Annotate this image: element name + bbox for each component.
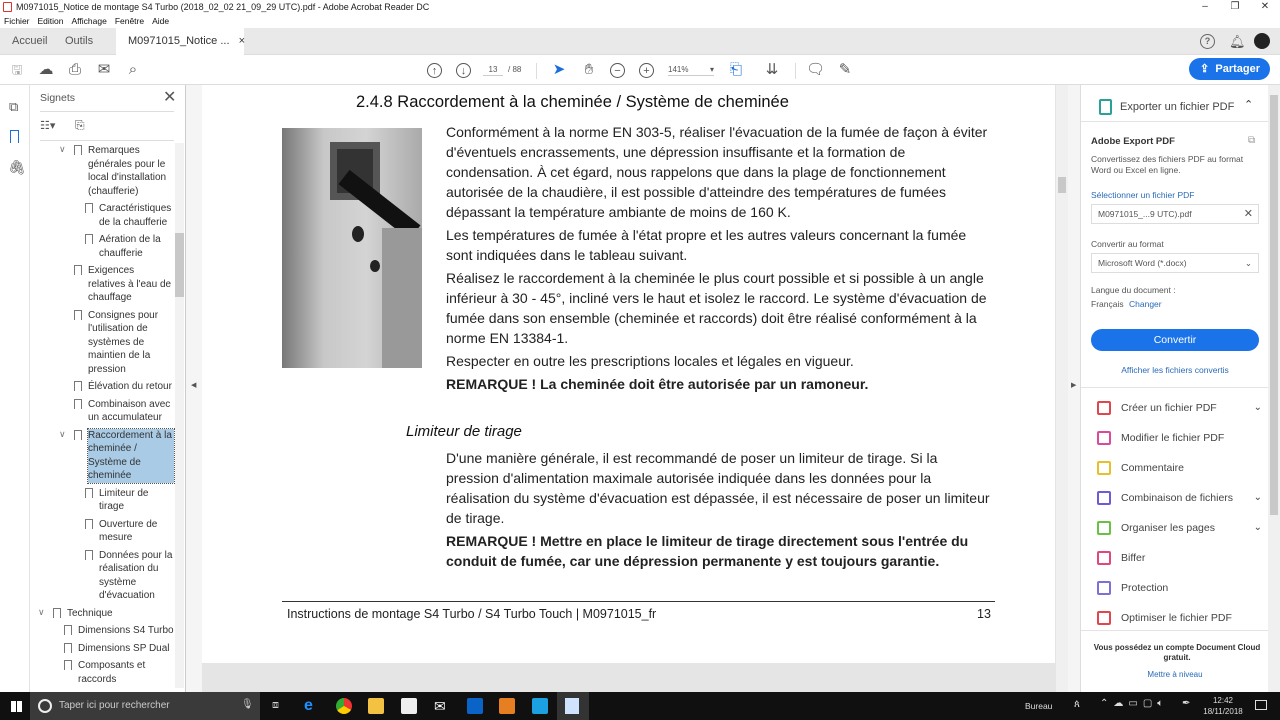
chevron-down-icon[interactable]: ⌄ bbox=[1253, 522, 1262, 533]
language-label: Langue du document : bbox=[1091, 285, 1176, 295]
tool-icon bbox=[1097, 521, 1111, 535]
previous-page-icon[interactable]: ↑ bbox=[427, 63, 442, 78]
export-section-title: Adobe Export PDF bbox=[1091, 136, 1175, 147]
page-total: / 88 bbox=[508, 65, 522, 74]
bookmark-label: Élévation du retour bbox=[88, 381, 172, 392]
bookmarks-panel bbox=[30, 85, 186, 692]
help-icon[interactable]: ? bbox=[1200, 34, 1215, 49]
tool-item[interactable] bbox=[1097, 428, 1262, 448]
right-panel-splitter[interactable]: ▶ bbox=[1068, 85, 1080, 692]
bookmark-item[interactable] bbox=[99, 487, 175, 514]
clock[interactable] bbox=[1198, 695, 1248, 717]
tool-icon bbox=[1097, 611, 1111, 625]
chimney-photo bbox=[282, 128, 422, 368]
close-window-button[interactable]: ✕ bbox=[1260, 1, 1270, 12]
select-tool-icon[interactable]: ➤ bbox=[552, 61, 566, 78]
search-icon[interactable]: ⌕ bbox=[128, 61, 138, 78]
tool-icon bbox=[1097, 551, 1111, 565]
divider bbox=[40, 140, 174, 141]
bookmark-icon bbox=[74, 145, 82, 155]
windows-taskbar bbox=[0, 692, 1280, 720]
tool-label: Combinaison de fichiers bbox=[1121, 492, 1234, 504]
next-page-icon[interactable]: ↓ bbox=[456, 63, 471, 78]
upgrade-link[interactable]: Mettre à niveau bbox=[1147, 670, 1203, 679]
bookmark-label: Limiteur de tirage bbox=[99, 487, 149, 512]
windows-start-icon[interactable] bbox=[11, 701, 22, 712]
scroll-mode-icon[interactable]: ⇊ bbox=[765, 61, 779, 78]
zoom-in-icon[interactable]: + bbox=[639, 63, 654, 78]
upload-cloud-icon[interactable]: ☁ bbox=[38, 61, 54, 78]
tool-item[interactable] bbox=[1097, 458, 1262, 478]
cloud-account-text: Vous possédez un compte Document Cloud gratuit. bbox=[1093, 643, 1261, 662]
bookmark-options-icon[interactable]: ☷▾ bbox=[40, 120, 56, 132]
note: REMARQUE ! La cheminée doit être autorisée par un ramoneur. bbox=[446, 376, 869, 392]
document-view bbox=[202, 85, 1056, 692]
bookmark-label: Technique bbox=[67, 607, 113, 619]
bookmark-item[interactable] bbox=[99, 233, 175, 260]
fit-page-icon[interactable]: ⎗ bbox=[729, 61, 742, 78]
tool-item[interactable] bbox=[1097, 398, 1262, 418]
action-center-icon[interactable] bbox=[1255, 700, 1267, 710]
export-description: Convertissez des fichiers PDF au format Word ou Excel en ligne. bbox=[1091, 154, 1244, 175]
desktop-toolbar[interactable]: Bureau bbox=[1025, 701, 1053, 711]
divider bbox=[40, 111, 174, 112]
bookmark-item[interactable] bbox=[88, 309, 174, 377]
avatar[interactable] bbox=[1254, 33, 1270, 49]
clear-file-icon[interactable]: ✕ bbox=[1243, 208, 1253, 220]
divider bbox=[795, 63, 796, 79]
bookmark-item[interactable] bbox=[88, 264, 174, 305]
chevron-down-icon: ∨ bbox=[59, 144, 66, 154]
task-view-icon[interactable]: ⧈ bbox=[272, 699, 279, 711]
export-pdf-title[interactable]: Exporter un fichier PDF bbox=[1120, 101, 1235, 113]
pdf-page bbox=[202, 85, 1055, 663]
menu-bar bbox=[0, 14, 1280, 28]
tool-item[interactable] bbox=[1097, 578, 1262, 598]
tool-label: Optimiser le fichier PDF bbox=[1121, 612, 1232, 624]
tool-item[interactable] bbox=[1097, 608, 1262, 628]
document-scrollbar[interactable] bbox=[1056, 85, 1068, 692]
footer-rule bbox=[282, 601, 995, 602]
bookmark-icon bbox=[74, 265, 82, 275]
menu-fenetre[interactable]: Fenêtre bbox=[114, 16, 145, 26]
file-explorer-icon[interactable] bbox=[368, 698, 384, 714]
bookmark-label: Remarques générales pour le local d'installation (chaufferie) bbox=[88, 145, 167, 197]
selected-file-name: M0971015_...9 UTC).pdf bbox=[1098, 209, 1192, 219]
share-label: Partager bbox=[1215, 63, 1260, 75]
paragraph: Les températures de fumée à l'état propre et les autres valeurs concernant la fumée sont indiquées dans le tableau suivant. bbox=[446, 227, 967, 263]
outlook-icon[interactable] bbox=[467, 698, 483, 714]
bookmark-label: Dimensions SP Dual bbox=[78, 642, 170, 654]
minimize-button[interactable]: – bbox=[1202, 1, 1208, 12]
bookmark-icon bbox=[85, 488, 93, 498]
language-value: Français bbox=[1091, 299, 1124, 309]
page-footer: Instructions de montage S4 Turbo / S4 Turbo Touch | M0971015_fr bbox=[287, 607, 657, 621]
paragraph: Respecter en outre les prescriptions locales et légales en vigueur. bbox=[446, 353, 854, 369]
mail-icon[interactable]: ✉ bbox=[434, 698, 446, 714]
maximize-button[interactable]: ❐ bbox=[1230, 1, 1240, 12]
tab-home[interactable]: Accueil bbox=[12, 35, 48, 47]
tool-label: Modifier le fichier PDF bbox=[1121, 432, 1225, 444]
bookmark-label: Combinaison avec un accumulateur bbox=[88, 398, 171, 423]
tool-icon bbox=[1097, 461, 1111, 475]
export-pdf-icon bbox=[1099, 99, 1112, 115]
cloud-copy-icon: ⧉ bbox=[1248, 135, 1256, 146]
bookmarks-icon[interactable] bbox=[10, 130, 19, 143]
bookmark-icon bbox=[85, 519, 93, 529]
bookmark-label: Caractéristiques de la chaufferie bbox=[99, 203, 172, 228]
tool-label: Organiser les pages bbox=[1121, 522, 1215, 534]
selected-file-field[interactable] bbox=[1091, 204, 1259, 224]
share-button[interactable] bbox=[1189, 58, 1270, 80]
bookmark-icon bbox=[64, 625, 72, 635]
bookmark-item[interactable] bbox=[59, 144, 174, 198]
tool-icon bbox=[1097, 491, 1111, 505]
section-heading: 2.4.8 Raccordement à la cheminée / Système de cheminée bbox=[356, 93, 789, 111]
bookmark-icon bbox=[85, 234, 93, 244]
pen-icon[interactable]: ✒ bbox=[1182, 698, 1191, 709]
bookmark-label: Composants et raccords bbox=[78, 660, 146, 685]
bookmark-icon bbox=[85, 203, 93, 213]
page-thumbnails-icon[interactable]: ⧉ bbox=[9, 99, 19, 114]
bookmark-icon bbox=[64, 643, 72, 653]
comment-icon[interactable]: 🗨︎ bbox=[806, 61, 826, 78]
tool-item[interactable] bbox=[1097, 518, 1262, 538]
note: REMARQUE ! Mettre en place le limiteur de tirage directement sous l'entrée du conduit de fumée, car une dépression permanente y est toujours garantie. bbox=[446, 533, 969, 569]
chevron-down-icon: ▾ bbox=[709, 65, 714, 74]
page-body bbox=[406, 122, 991, 574]
highlight-pen-icon[interactable]: ✎ bbox=[838, 61, 852, 78]
tab-bar bbox=[0, 28, 1280, 55]
zoom-out-icon[interactable]: − bbox=[610, 63, 625, 78]
attachments-icon[interactable]: 🖇︎ bbox=[8, 159, 26, 175]
panel-splitter[interactable]: ◀ bbox=[186, 85, 202, 692]
zoom-select[interactable] bbox=[668, 64, 714, 76]
chevron-down-icon: ⌄ bbox=[1244, 258, 1252, 268]
bookmark-item[interactable] bbox=[38, 606, 167, 621]
menu-edition[interactable]: Edition bbox=[37, 16, 64, 26]
bookmark-icon bbox=[85, 550, 93, 560]
notification-bell-icon[interactable]: 🔔︎ bbox=[1229, 34, 1246, 49]
microphone-icon[interactable]: 🎙︎ bbox=[241, 699, 254, 710]
bookmark-item[interactable] bbox=[99, 549, 175, 603]
tab-document[interactable] bbox=[116, 28, 244, 55]
chevron-down-icon[interactable]: ⌄ bbox=[1253, 492, 1262, 503]
tool-icon bbox=[1097, 581, 1111, 595]
people-icon[interactable]: ጰ bbox=[1074, 699, 1080, 710]
title-bar bbox=[0, 0, 1280, 14]
system-tray-icons[interactable]: ⌃☁▭▢🔈︎ bbox=[1100, 698, 1169, 709]
time: 12:42 bbox=[1212, 696, 1234, 705]
toolbar bbox=[0, 55, 1280, 85]
page-footer-number: 13 bbox=[977, 607, 991, 621]
bookmark-item[interactable] bbox=[78, 624, 174, 638]
bookmark-item[interactable] bbox=[78, 659, 174, 686]
bookmark-label: Aération de la chaufferie bbox=[99, 234, 161, 259]
close-panel-icon[interactable]: ✕ bbox=[163, 89, 177, 106]
bookmark-label: Dimensions S4 Turbo bbox=[78, 625, 174, 636]
bookmark-icon bbox=[64, 660, 72, 670]
cortana-icon bbox=[38, 699, 52, 713]
bookmark-icon bbox=[74, 399, 82, 409]
paragraph: D'une manière générale, il est recommandé de poser un limiteur de tirage. Si la pression d'alimentation maximale autorisée indiquée dans les données pour la réalisation du système d'évacuation est dépassée, il est nécessaire de poser un limiteur de tirage. bbox=[446, 450, 990, 526]
tool-icon bbox=[1097, 431, 1111, 445]
chrome-icon[interactable] bbox=[336, 698, 352, 714]
paragraph: Conformément à la norme EN 303-5, réaliser l'évacuation de la fumée de façon à éviter d'éventuels encrassements, une dépression insuffisante et la formation de condensation. À cet égard, nous rappelons que dans la plage de fonctionnement autorisée de la chaudière, il est possible d'atteindre des températures de fumées dépassant la température ambiante de moins de 160 K. bbox=[446, 124, 988, 220]
bookmark-item-selected[interactable] bbox=[59, 428, 174, 483]
hand-tool-icon[interactable]: ✋︎ bbox=[584, 61, 594, 78]
bookmarks-scrollbar[interactable] bbox=[175, 143, 184, 688]
format-select[interactable] bbox=[1091, 253, 1259, 273]
share-icon: ⇪ bbox=[1200, 63, 1210, 75]
bookmark-icon bbox=[74, 310, 82, 320]
print-icon[interactable]: ⎙ bbox=[68, 61, 81, 78]
select-file-link[interactable]: Sélectionner un fichier PDF bbox=[1091, 190, 1195, 200]
menu-fichier[interactable]: Fichier bbox=[4, 16, 30, 26]
media-player-icon[interactable] bbox=[499, 698, 515, 714]
paragraph: Réalisez le raccordement à la cheminée le plus court possible et si possible à un angle inférieur à 30 - 45°, incliné vers le haut et isolez le raccord. Le système d'évacuation de fumée dans son ensemble (cheminée et raccords) doit être réalisé conformément à la norme EN 13384-1. bbox=[446, 270, 987, 346]
acrobat-taskbar-button[interactable] bbox=[557, 692, 589, 720]
window-title: M0971015_Notice de montage S4 Turbo (2018_02_02 21_09_29 UTC).pdf - Adobe Acrobat Reader DC bbox=[16, 2, 430, 12]
edge-icon[interactable]: e bbox=[304, 697, 313, 714]
format-label: Convertir au format bbox=[1091, 239, 1164, 249]
email-icon[interactable]: ✉ bbox=[97, 61, 111, 78]
bookmark-label: Consignes pour l'utilisation de systèmes de maintien de la pression bbox=[88, 309, 159, 375]
tool-label: Commentaire bbox=[1121, 462, 1185, 474]
chevron-down-icon[interactable]: ⌄ bbox=[1253, 402, 1262, 413]
navigation-rail bbox=[0, 85, 30, 692]
tool-item[interactable] bbox=[1097, 548, 1262, 568]
bookmark-icon bbox=[74, 381, 82, 391]
save-icon[interactable]: 🖫 bbox=[11, 62, 23, 77]
bookmark-label: Exigences relatives à l'eau de chauffage bbox=[88, 265, 172, 303]
divider bbox=[1081, 387, 1269, 388]
show-converted-link[interactable]: Afficher les fichiers convertis bbox=[1121, 365, 1229, 375]
bookmark-label: Ouverture de mesure bbox=[99, 518, 158, 543]
change-language-link[interactable]: Changer bbox=[1129, 299, 1162, 309]
divider bbox=[1081, 121, 1269, 122]
tab-close-icon[interactable]: × bbox=[238, 35, 246, 47]
bookmark-item[interactable] bbox=[99, 518, 175, 545]
bookmark-label: Données pour la réalisation du système d'évacuation bbox=[99, 549, 173, 601]
divider bbox=[536, 63, 537, 79]
divider bbox=[1081, 630, 1269, 631]
bookmark-item[interactable] bbox=[88, 398, 174, 425]
bookmark-icon bbox=[53, 608, 61, 618]
tool-label: Protection bbox=[1121, 582, 1169, 594]
bookmark-item[interactable] bbox=[78, 642, 174, 656]
bookmark-label: Raccordement à la cheminée / Système de cheminée bbox=[88, 429, 174, 483]
chevron-down-icon: ∨ bbox=[59, 428, 66, 439]
subheading: Limiteur de tirage bbox=[406, 423, 522, 440]
menu-aide[interactable]: Aide bbox=[152, 16, 170, 26]
bookmark-item[interactable] bbox=[88, 380, 174, 394]
date: 18/11/2018 bbox=[1203, 707, 1243, 716]
zoom-value: 141% bbox=[668, 65, 689, 74]
bookmark-icon bbox=[74, 430, 82, 440]
menu-affichage[interactable]: Affichage bbox=[71, 16, 107, 26]
bookmark-list bbox=[30, 144, 175, 692]
convert-button[interactable]: Convertir bbox=[1091, 329, 1259, 351]
taskbar-search-placeholder: Taper ici pour rechercher bbox=[59, 700, 170, 711]
tool-item[interactable] bbox=[1097, 488, 1262, 508]
tab-tools[interactable]: Outils bbox=[65, 35, 94, 47]
chevron-up-icon[interactable]: ⌃ bbox=[1244, 99, 1254, 111]
page-number-input[interactable]: 13 bbox=[483, 64, 503, 76]
pdf-app-icon bbox=[3, 2, 12, 12]
bookmarks-title: Signets bbox=[40, 92, 76, 104]
tool-label: Biffer bbox=[1121, 552, 1146, 564]
tools-panel-scrollbar[interactable] bbox=[1268, 85, 1280, 692]
tools-panel bbox=[1080, 85, 1268, 692]
tool-icon bbox=[1097, 401, 1111, 415]
chevron-down-icon: ∨ bbox=[38, 606, 45, 617]
tab-document-label: M0971015_Notice ... bbox=[128, 35, 230, 47]
new-bookmark-icon[interactable]: ⎘ bbox=[75, 118, 85, 132]
bookmark-item[interactable] bbox=[99, 202, 175, 229]
store-icon[interactable] bbox=[401, 698, 417, 714]
tool-label: Créer un fichier PDF bbox=[1121, 402, 1217, 414]
taskbar-search-box[interactable] bbox=[30, 692, 260, 720]
app-icon[interactable] bbox=[532, 698, 548, 714]
format-value: Microsoft Word (*.docx) bbox=[1098, 258, 1187, 268]
